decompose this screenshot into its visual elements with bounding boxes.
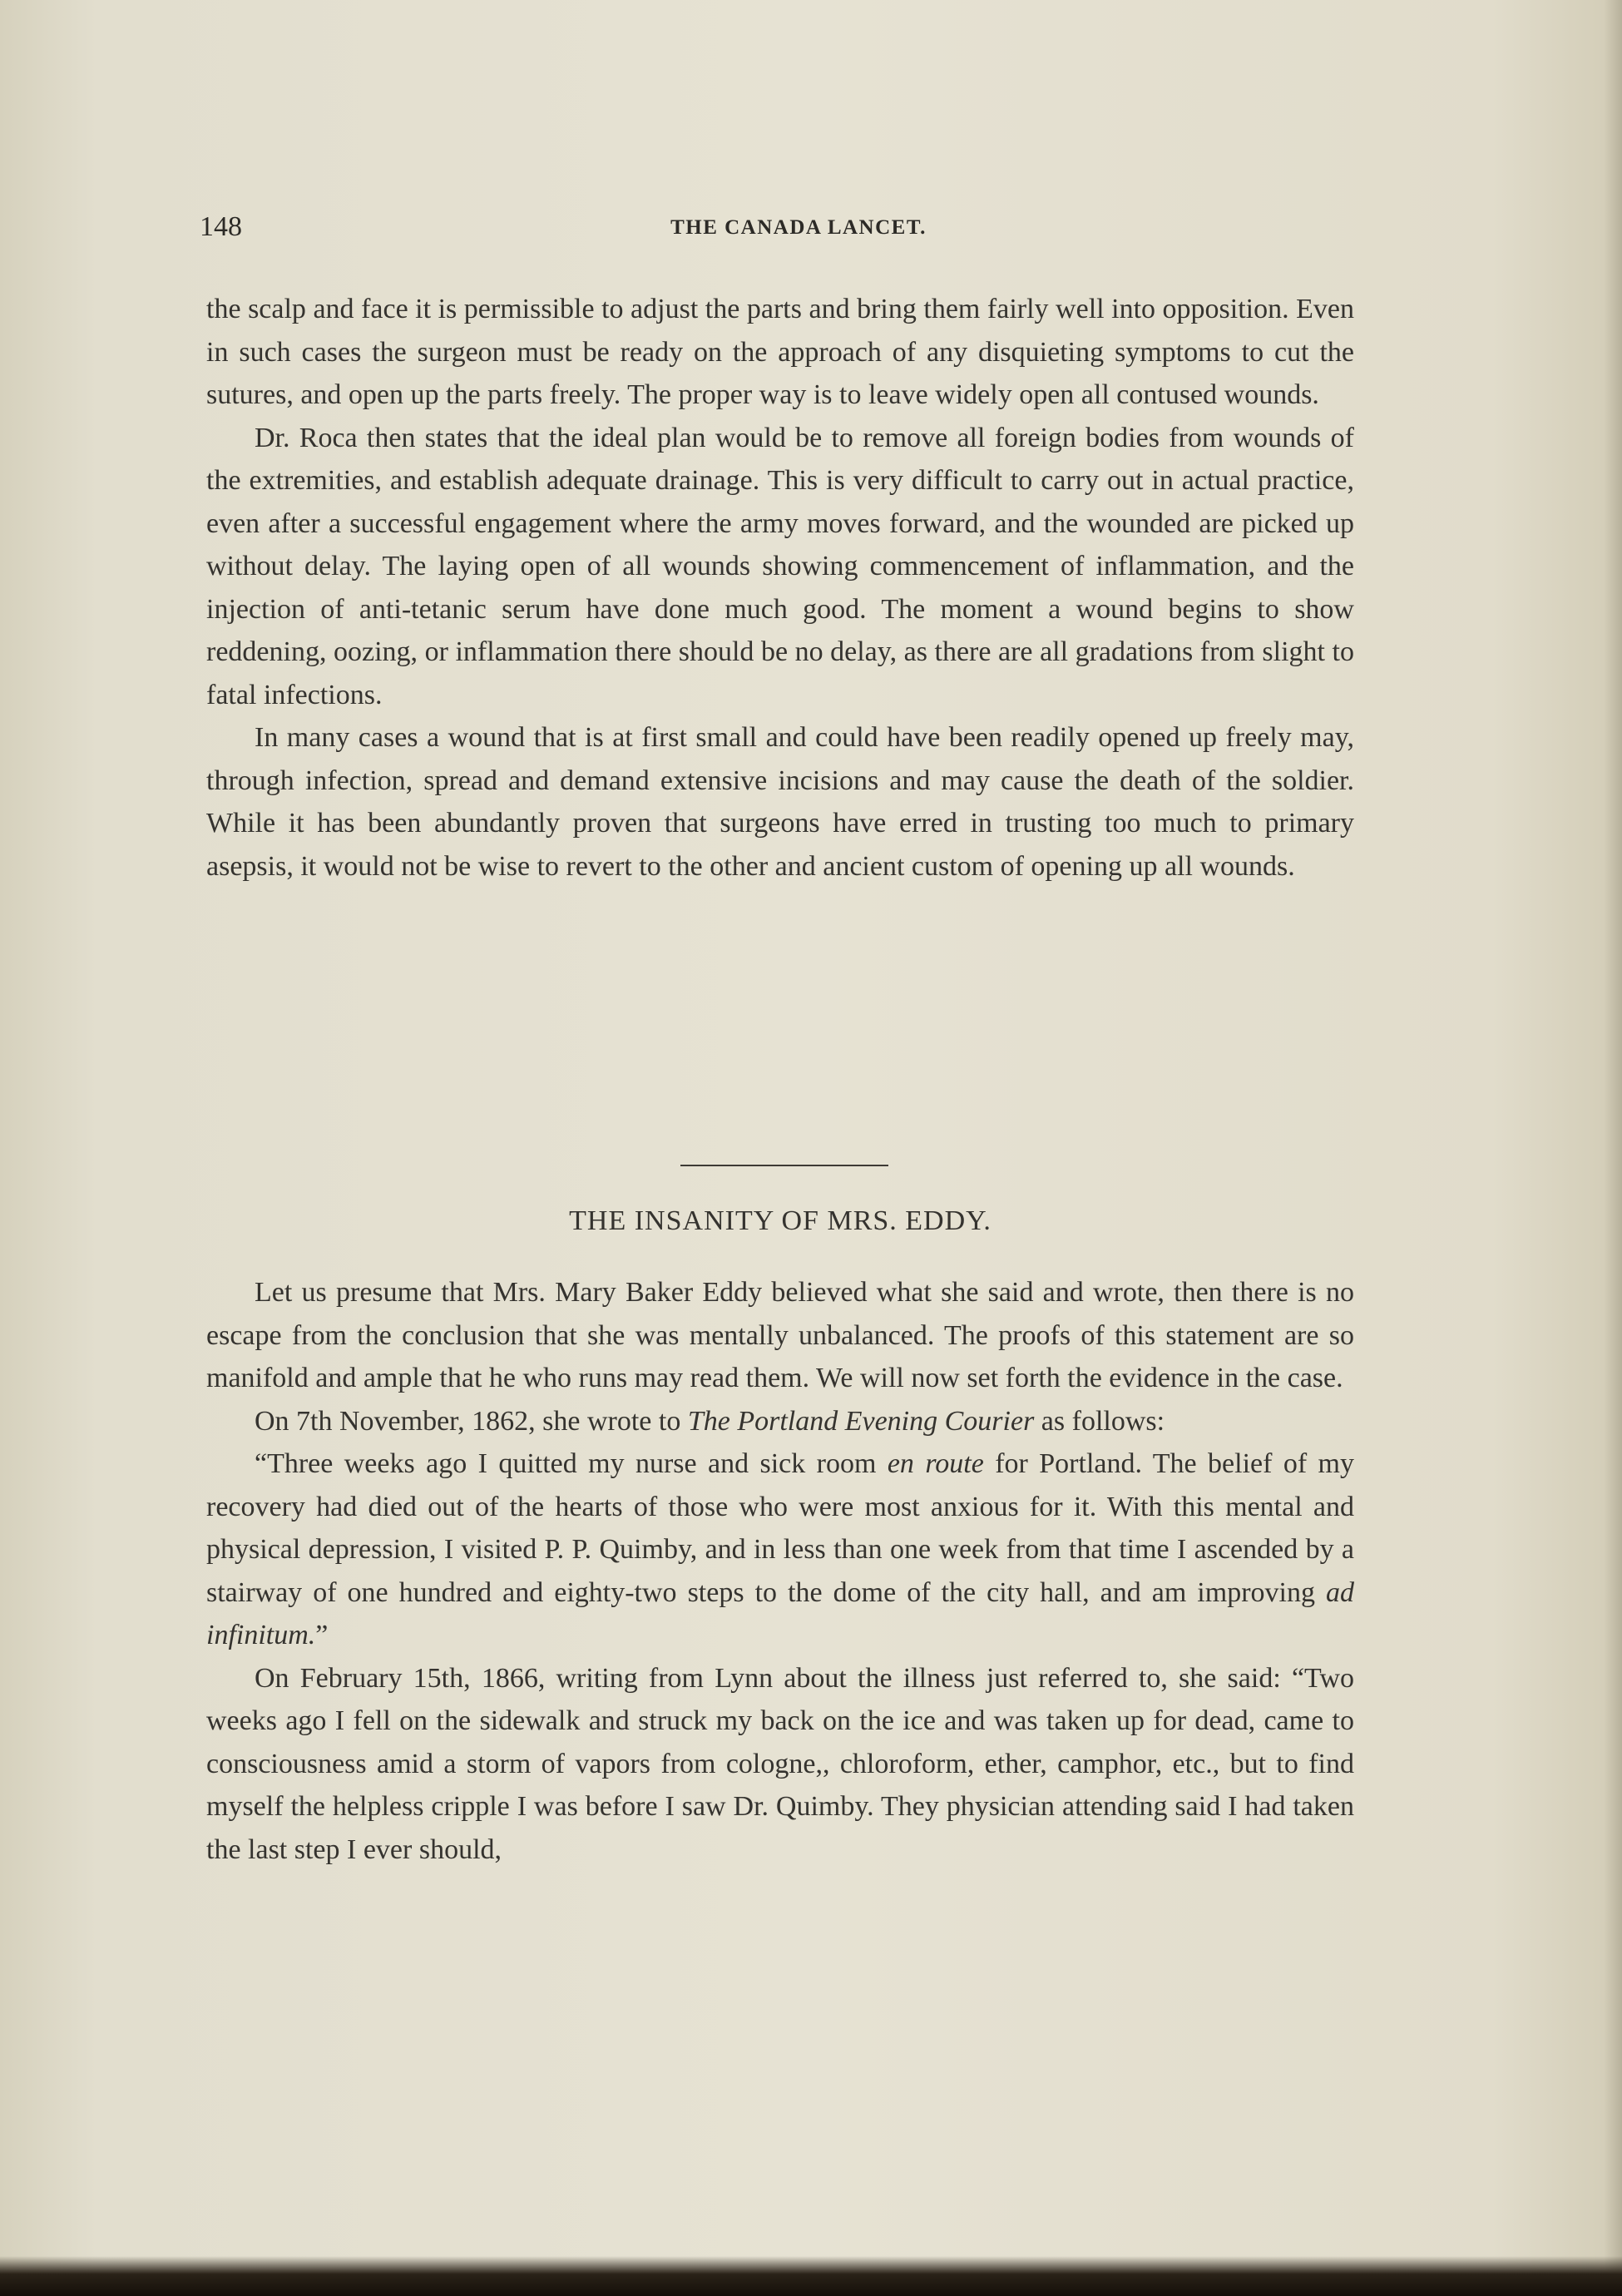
quote-italic-ad-infinitum: ad infinitum. xyxy=(206,1576,1354,1650)
paragraph-presume: Let us presume that Mrs. Mary Baker Eddy believed what she said and wrote, then there is no escape from the conclusion that she was mentally unbalanced. The proofs of this statement are so manifold and ample that he who runs may read them. We will now set forth the evidence in the case. xyxy=(206,1277,1354,1393)
quote-part-a: “Three weeks ago I quitted my nurse and sick room xyxy=(255,1448,888,1479)
paragraph-lynn: On February 15th, 1866, writing from Lynn about the illness just referred to, she said: “Two weeks ago I fell on the sidewalk and struck my back on the ice and was taken up for dead, came to consciousness amid a storm of vapors from cologne,, chloroform, ether, camphor, etc., but to find myself the helpless cripple I was before I saw Dr. Quimby. They physician attending said I had taken the last step I ever should, xyxy=(206,1662,1354,1865)
newspaper-title: The Portland Evening Courier xyxy=(687,1405,1035,1437)
continued-article-text xyxy=(206,288,1354,888)
page-bottom-edge xyxy=(0,2256,1622,2296)
journal-title: THE CANADA LANCET. xyxy=(670,216,927,239)
courier-intro-text: On 7th November, 1862, she wrote to xyxy=(255,1405,688,1437)
quote-italic-en-route: en route xyxy=(887,1448,984,1479)
paragraph-infection: In many cases a wound that is at first small and could have been readily opened up freely may, through infection, spread and demand extensive incisions and may cause the death of the soldier. While it has been abundantly proven that surgeons have erred in trusting too much to primary asepsis, it would not be wise to revert to the other and ancient custom of opening up all wounds. xyxy=(206,722,1354,882)
article-title: THE INSANITY OF MRS. EDDY. xyxy=(569,1205,991,1236)
section-divider-rule xyxy=(680,1165,888,1166)
quote-close: ” xyxy=(315,1620,329,1650)
paragraph-quotation xyxy=(206,1442,1354,1657)
page-gutter-shadow xyxy=(1604,0,1622,2296)
running-head xyxy=(200,210,1397,244)
page-number: 148 xyxy=(200,211,242,242)
courier-follows-text: as follows: xyxy=(1034,1405,1165,1437)
paragraph-courier xyxy=(206,1400,1354,1443)
quote-part-b: for Portland. The belief of my recovery had died out of the hearts of those who were most anxious for it. With this mental and physical depression, I visited P. P. Quimby, and in less than one week from that time I ascended by a stairway of one hundred and eighty-two steps to the dome of the city hall, and am improving xyxy=(206,1448,1354,1608)
paragraph-roca: Dr. Roca then states that the ideal plan would be to remove all foreign bodies from wounds of the extremities, and establish adequate drainage. This is very difficult to carry out in actual practice, even after a successful engagement where the army moves forward, and the wounded are picked up without delay. The laying open of all wounds showing commencement of inflammation, and the injection of anti-tetanic serum have done much good. The moment a wound begins to show reddening, oozing, or inflammation there should be no delay, as there are all gradations from slight to fatal infections. xyxy=(206,422,1354,710)
article-body xyxy=(206,1271,1354,1871)
paragraph-continued: the scalp and face it is permissible to adjust the parts and bring them fairly well into opposition. Even in such cases the surgeon must be ready on the approach of any disquieting symptoms to cut the sutures, and open up the parts freely. The proper way is to leave widely open all contused wounds. xyxy=(206,294,1354,410)
